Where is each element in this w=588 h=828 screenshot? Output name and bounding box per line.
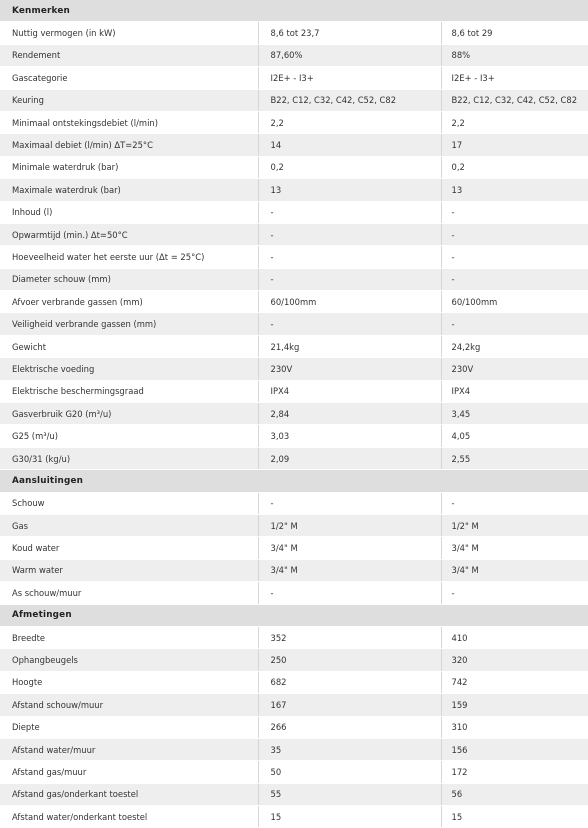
model-2-value: 320: [441, 649, 588, 671]
spec-label: Maximale waterdruk (bar): [0, 179, 258, 201]
model-1-value: 87,60%: [258, 44, 441, 66]
model-2-value: 0,2: [441, 156, 588, 178]
table-row: [0, 447, 588, 469]
model-1-value: 0,2: [258, 156, 441, 178]
spec-label: Gasverbruik G20 (m³/u): [0, 403, 258, 425]
spec-label: Keuring: [0, 89, 258, 111]
model-1-value: 2,2: [258, 111, 441, 133]
model-1-value: 8,6 tot 23,7: [258, 22, 441, 44]
model-1-value: 2,09: [258, 447, 441, 469]
model-1-value: -: [258, 313, 441, 335]
spec-label: Minimale waterdruk (bar): [0, 156, 258, 178]
model-1-value: -: [258, 268, 441, 290]
model-2-value: -: [441, 582, 588, 604]
spec-label: G30/31 (kg/u): [0, 447, 258, 469]
spec-label: Opwarmtijd (min.) Δt=50°C: [0, 223, 258, 245]
table-row: [0, 559, 588, 581]
model-1-value: 266: [258, 716, 441, 738]
table-row: [0, 22, 588, 44]
table-row: [0, 111, 588, 133]
table-row: [0, 738, 588, 760]
model-1-value: 1/2" M: [258, 514, 441, 536]
spec-label: Maximaal debiet (l/min) ΔT=25°C: [0, 134, 258, 156]
model-2-value: 8,6 tot 29: [441, 22, 588, 44]
model-1-value: -: [258, 246, 441, 268]
model-1-value: IPX4: [258, 380, 441, 402]
spec-label: Ophangbeugels: [0, 649, 258, 671]
model-2-value: 159: [441, 694, 588, 716]
table-row: [0, 156, 588, 178]
table-row: [0, 313, 588, 335]
table-row: [0, 403, 588, 425]
table-row: [0, 492, 588, 514]
model-2-value: -: [441, 223, 588, 245]
model-2-value: 230V: [441, 358, 588, 380]
model-2-value: 4,05: [441, 425, 588, 447]
model-2-value: IPX4: [441, 380, 588, 402]
table-row: [0, 246, 588, 268]
model-1-value: 21,4kg: [258, 335, 441, 357]
spec-label: Gewicht: [0, 335, 258, 357]
spec-label: Koud water: [0, 537, 258, 559]
model-1-value: 3/4" M: [258, 559, 441, 581]
model-2-value: 2,55: [441, 447, 588, 469]
table-row: [0, 649, 588, 671]
table-row: [0, 179, 588, 201]
model-1-value: 2,84: [258, 403, 441, 425]
table-row: [0, 134, 588, 156]
spec-label: Diepte: [0, 716, 258, 738]
model-1-value: 14: [258, 134, 441, 156]
table-row: [0, 806, 588, 828]
model-2-value: -: [441, 492, 588, 514]
spec-label: Schouw: [0, 492, 258, 514]
table-row: [0, 89, 588, 111]
table-row: [0, 716, 588, 738]
model-1-value: 250: [258, 649, 441, 671]
model-1-value: I2E+ - I3+: [258, 67, 441, 89]
spec-label: Hoeveelheid water het eerste uur (Δt = 25°C): [0, 246, 258, 268]
model-2-value: 24,2kg: [441, 335, 588, 357]
table-row: [0, 380, 588, 402]
model-1-value: 35: [258, 738, 441, 760]
model-2-value: 15: [441, 806, 588, 828]
table-row: [0, 761, 588, 783]
table-row: [0, 783, 588, 805]
model-1-value: 55: [258, 783, 441, 805]
spec-label: As schouw/muur: [0, 582, 258, 604]
spec-label: Gascategorie: [0, 67, 258, 89]
spec-label: Afstand schouw/muur: [0, 694, 258, 716]
spec-label: Elektrische beschermingsgraad: [0, 380, 258, 402]
table-row: [0, 537, 588, 559]
table-row: [0, 358, 588, 380]
spec-label: Afstand gas/muur: [0, 761, 258, 783]
model-2-value: B22, C12, C32, C42, C52, C82: [441, 89, 588, 111]
spec-label: Hoogte: [0, 671, 258, 693]
model-1-value: 230V: [258, 358, 441, 380]
table-row: [0, 268, 588, 290]
model-1-value: 3,03: [258, 425, 441, 447]
model-2-value: 742: [441, 671, 588, 693]
spec-label: Afstand water/muur: [0, 738, 258, 760]
model-2-value: 310: [441, 716, 588, 738]
model-1-value: 15: [258, 806, 441, 828]
table-row: [0, 291, 588, 313]
model-2-value: 13: [441, 179, 588, 201]
spec-label: G25 (m³/u): [0, 425, 258, 447]
spec-label: Rendement: [0, 44, 258, 66]
table-row: [0, 67, 588, 89]
spec-label: Minimaal ontstekingsdebiet (l/min): [0, 111, 258, 133]
spec-label: Inhoud (l): [0, 201, 258, 223]
model-1-value: B22, C12, C32, C42, C52, C82: [258, 89, 441, 111]
model-2-value: 410: [441, 626, 588, 648]
model-2-value: 156: [441, 738, 588, 760]
spec-label: Afstand water/onderkant toestel: [0, 806, 258, 828]
spec-label: Afstand gas/onderkant toestel: [0, 783, 258, 805]
spec-label: Breedte: [0, 626, 258, 648]
section-title: Afmetingen: [0, 604, 588, 626]
model-2-value: 60/100mm: [441, 291, 588, 313]
model-2-value: -: [441, 268, 588, 290]
model-1-value: 3/4" M: [258, 537, 441, 559]
spec-label: Elektrische voeding: [0, 358, 258, 380]
spec-label: Diameter schouw (mm): [0, 268, 258, 290]
model-2-value: 2,2: [441, 111, 588, 133]
table-row: [0, 626, 588, 648]
model-2-value: -: [441, 246, 588, 268]
model-2-value: 88%: [441, 44, 588, 66]
model-1-value: 50: [258, 761, 441, 783]
table-row: [0, 201, 588, 223]
model-1-value: -: [258, 492, 441, 514]
table-row: [0, 223, 588, 245]
table-row: [0, 425, 588, 447]
table-row: [0, 694, 588, 716]
table-row: [0, 514, 588, 536]
spec-label: Veiligheid verbrande gassen (mm): [0, 313, 258, 335]
section-header: [0, 604, 588, 626]
model-1-value: 682: [258, 671, 441, 693]
model-2-value: 3/4" M: [441, 537, 588, 559]
spec-label: Gas: [0, 514, 258, 536]
table-row: [0, 44, 588, 66]
spec-label: Nuttig vermogen (in kW): [0, 22, 258, 44]
model-2-value: 3/4" M: [441, 559, 588, 581]
model-2-value: -: [441, 201, 588, 223]
section-header: [0, 470, 588, 492]
model-2-value: 56: [441, 783, 588, 805]
section-title: Aansluitingen: [0, 470, 588, 492]
model-2-value: -: [441, 313, 588, 335]
model-2-value: 1/2" M: [441, 514, 588, 536]
model-2-value: 17: [441, 134, 588, 156]
model-2-value: I2E+ - I3+: [441, 67, 588, 89]
model-1-value: -: [258, 201, 441, 223]
spec-label: Afvoer verbrande gassen (mm): [0, 291, 258, 313]
model-1-value: 352: [258, 626, 441, 648]
table-row: [0, 582, 588, 604]
table-row: [0, 671, 588, 693]
model-1-value: 60/100mm: [258, 291, 441, 313]
model-2-value: 3,45: [441, 403, 588, 425]
model-1-value: 13: [258, 179, 441, 201]
model-1-value: -: [258, 223, 441, 245]
model-1-value: 167: [258, 694, 441, 716]
section-title: Kenmerken: [0, 0, 588, 22]
table-row: [0, 335, 588, 357]
section-header: [0, 0, 588, 22]
spec-label: Warm water: [0, 559, 258, 581]
model-1-value: -: [258, 582, 441, 604]
model-2-value: 172: [441, 761, 588, 783]
